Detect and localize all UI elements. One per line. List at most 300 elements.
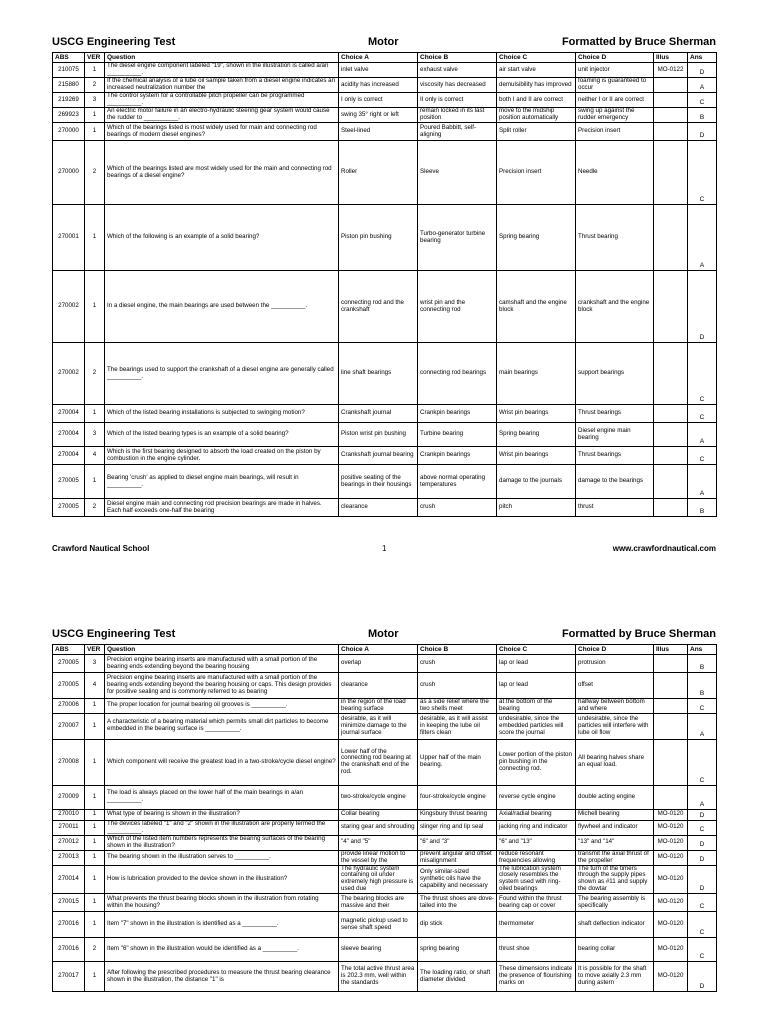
cell-choice-d: thrust bbox=[576, 499, 654, 517]
cell-ver: 2 bbox=[85, 78, 105, 93]
cell-choice-b: viscosity has decreased bbox=[418, 78, 497, 93]
cell-question: What prevents the thrust bearing blocks shown in the illustration from rotating within the housing? bbox=[105, 894, 339, 912]
cell-choice-a: staring gear and shrouding bbox=[339, 820, 418, 835]
cell-choice-d: It is possible for the shaft to move axially 2.3 mm during astern bbox=[576, 962, 654, 992]
cell-ver: 3 bbox=[85, 93, 105, 108]
cell-question: Bearing 'crush' as applied to diesel engine main bearings, will result in __________. bbox=[105, 465, 339, 499]
col-illus: Illus bbox=[654, 53, 688, 63]
cell-abs: 270001 bbox=[53, 205, 85, 271]
cell-choice-c: move to the midship position automatically bbox=[497, 108, 576, 123]
cell-choice-a: The bearing blocks are massive and their bbox=[339, 894, 418, 912]
cell-answer: D bbox=[688, 835, 717, 850]
cell-choice-b: above normal operating temperatures bbox=[418, 465, 497, 499]
table-body bbox=[53, 655, 717, 992]
cell-question: Which of the listed bearing installations is subjected to swinging motion? bbox=[105, 405, 339, 423]
cell-illus bbox=[654, 447, 688, 465]
cell-choice-b: Sleeve bbox=[418, 141, 497, 205]
cell-choice-d: damage to the bearings bbox=[576, 465, 654, 499]
cell-abs: 270008 bbox=[53, 739, 85, 785]
cell-answer: D bbox=[688, 865, 717, 894]
cell-answer: C bbox=[688, 141, 717, 205]
table-header-row bbox=[53, 53, 717, 63]
table-row bbox=[53, 850, 717, 865]
cell-choice-c: at the bottom of the bearing bbox=[497, 699, 576, 714]
cell-ver: 3 bbox=[85, 655, 105, 673]
col-abs: ABS bbox=[53, 53, 85, 63]
cell-choice-a: provide linear motion to the vessel by the bbox=[339, 850, 418, 865]
cell-choice-a: Piston pin bushing bbox=[339, 205, 418, 271]
test-title: USCG Engineering Test bbox=[52, 628, 176, 640]
cell-choice-c: Spring bearing bbox=[497, 205, 576, 271]
cell-choice-b: spring bearing bbox=[418, 938, 497, 962]
cell-question: Which of the listed item numbers represents the bearing surfaces of the bearing shown in the illustration? bbox=[105, 835, 339, 850]
cell-illus: MO-0120 bbox=[654, 850, 688, 865]
table-row bbox=[53, 271, 717, 343]
formatter-credit: Formatted by Bruce Sherman bbox=[561, 36, 716, 48]
cell-choice-d: Thrust bearings bbox=[576, 405, 654, 423]
cell-illus bbox=[654, 141, 688, 205]
table-row bbox=[53, 123, 717, 141]
table-row bbox=[53, 141, 717, 205]
cell-question: Precision engine bearing inserts are manufactured with a small portion of the bearing ends extending beyond the bearing housing bbox=[105, 655, 339, 673]
cell-question: Which component will receive the greatest load in a two-stroke/cycle diesel engine? bbox=[105, 739, 339, 785]
cell-abs: 270004 bbox=[53, 405, 85, 423]
cell-abs: 270005 bbox=[53, 465, 85, 499]
cell-answer: C bbox=[688, 894, 717, 912]
cell-illus bbox=[654, 785, 688, 809]
test-subject: Motor bbox=[368, 628, 399, 640]
col-choice-c: Choice C bbox=[497, 53, 576, 63]
cell-answer: C bbox=[688, 699, 717, 714]
cell-choice-c: reverse cycle engine bbox=[497, 785, 576, 809]
cell-choice-c: Found within the thrust bearing cap or cover bbox=[497, 894, 576, 912]
cell-ver: 1 bbox=[85, 820, 105, 835]
cell-abs: 270015 bbox=[53, 894, 85, 912]
cell-choice-d: Precision insert bbox=[576, 123, 654, 141]
page-header bbox=[52, 36, 716, 52]
cell-question: The diesel engine component labeled "19", shown in the illustration is called a/an __________. bbox=[105, 63, 339, 78]
col-choice-d: Choice D bbox=[576, 53, 654, 63]
test-subject: Motor bbox=[368, 36, 399, 48]
cell-answer: C bbox=[688, 938, 717, 962]
cell-choice-a: Steel-lined bbox=[339, 123, 418, 141]
cell-question: An electric motor failure in an electro-hydraulic steering gear system would cause the rudder to __________. bbox=[105, 108, 339, 123]
cell-choice-d: bearing collar bbox=[576, 938, 654, 962]
cell-choice-a: Piston wrist pin bushing bbox=[339, 423, 418, 447]
cell-choice-c: Wrist pin bearings bbox=[497, 447, 576, 465]
cell-choice-a: Crankshaft journal bbox=[339, 405, 418, 423]
cell-ver: 1 bbox=[85, 850, 105, 865]
cell-answer: D bbox=[688, 850, 717, 865]
page-2 bbox=[52, 628, 716, 992]
cell-illus bbox=[654, 93, 688, 108]
cell-abs: 270017 bbox=[53, 962, 85, 992]
cell-choice-a: overlap bbox=[339, 655, 418, 673]
cell-answer: C bbox=[688, 93, 717, 108]
cell-question: After following the prescribed procedures to measure the thrust bearing clearance shown in the illustration, the distance "1" is bbox=[105, 962, 339, 992]
cell-choice-b: Crankpin bearings bbox=[418, 405, 497, 423]
col-choice-b: Choice B bbox=[418, 53, 497, 63]
cell-ver: 4 bbox=[85, 673, 105, 699]
cell-illus: MO-0120 bbox=[654, 912, 688, 938]
cell-answer: A bbox=[688, 78, 717, 93]
cell-question: A characteristic of a bearing material which permits small dirt particles to become embedded in the bearing surface is __________. bbox=[105, 713, 339, 739]
table-row bbox=[53, 78, 717, 93]
cell-illus: MO-0120 bbox=[654, 820, 688, 835]
cell-ver: 1 bbox=[85, 809, 105, 820]
cell-answer: C bbox=[688, 912, 717, 938]
cell-answer: C bbox=[688, 820, 717, 835]
cell-illus bbox=[654, 739, 688, 785]
cell-answer: A bbox=[688, 785, 717, 809]
cell-choice-b: crush bbox=[418, 673, 497, 699]
cell-abs: 219269 bbox=[53, 93, 85, 108]
cell-abs: 215880 bbox=[53, 78, 85, 93]
cell-choice-c: "6" and "13" bbox=[497, 835, 576, 850]
cell-choice-d: Thrust bearings bbox=[576, 447, 654, 465]
cell-choice-c: Split roller bbox=[497, 123, 576, 141]
cell-answer: D bbox=[688, 123, 717, 141]
table-row bbox=[53, 835, 717, 850]
cell-ver: 2 bbox=[85, 499, 105, 517]
cell-choice-b: II only is correct bbox=[418, 93, 497, 108]
cell-answer: D bbox=[688, 809, 717, 820]
cell-choice-c: pitch bbox=[497, 499, 576, 517]
cell-choice-b: "6" and "3" bbox=[418, 835, 497, 850]
page-footer bbox=[52, 544, 716, 556]
cell-ver: 1 bbox=[85, 962, 105, 992]
cell-choice-b: Turbine bearing bbox=[418, 423, 497, 447]
cell-choice-a: I only is correct bbox=[339, 93, 418, 108]
cell-question: The control system for a controllable pitch propeller can be programmed __________. bbox=[105, 93, 339, 108]
cell-choice-a: swing 35° right or left bbox=[339, 108, 418, 123]
cell-ver: 3 bbox=[85, 423, 105, 447]
cell-choice-b: slinger ring and lip seal bbox=[418, 820, 497, 835]
cell-choice-c: undesirable, since the embedded particles will score the journal bbox=[497, 713, 576, 739]
cell-question: Diesel engine main and connecting rod precision bearings are made in halves. Each half exceeds one-half the bearing bbox=[105, 499, 339, 517]
cell-abs: 270010 bbox=[53, 809, 85, 820]
page-number: 1 bbox=[382, 544, 387, 553]
cell-ver: 1 bbox=[85, 865, 105, 894]
cell-abs: 270005 bbox=[53, 673, 85, 699]
cell-answer: B bbox=[688, 655, 717, 673]
cell-abs: 270005 bbox=[53, 499, 85, 517]
cell-answer: A bbox=[688, 465, 717, 499]
cell-choice-c: thermometer bbox=[497, 912, 576, 938]
table-header-row bbox=[53, 645, 717, 655]
cell-choice-d: The turn of the timers through the supply pipes shown as #11 and supply the dowtar bbox=[576, 865, 654, 894]
cell-choice-c: reduce resonant frequencies allowing bbox=[497, 850, 576, 865]
cell-choice-c: both I and II are correct bbox=[497, 93, 576, 108]
cell-choice-b: remain locked in its last position bbox=[418, 108, 497, 123]
table-row bbox=[53, 809, 717, 820]
cell-choice-c: Lower portion of the piston pin bushing in the connecting rod. bbox=[497, 739, 576, 785]
cell-question: Which of the bearings listed are most widely used for the main and connecting rod bearings of a diesel engine? bbox=[105, 141, 339, 205]
cell-question: The bearings used to support the crankshaft of a diesel engine are generally called __________. bbox=[105, 343, 339, 405]
cell-abs: 270002 bbox=[53, 343, 85, 405]
cell-ver: 1 bbox=[85, 108, 105, 123]
cell-ver: 1 bbox=[85, 912, 105, 938]
cell-choice-a: positive seating of the bearings in their housings bbox=[339, 465, 418, 499]
table-row bbox=[53, 912, 717, 938]
table-row bbox=[53, 699, 717, 714]
cell-choice-b: Poured Babbitt, self-aligning bbox=[418, 123, 497, 141]
cell-choice-c: demulsibility has improved bbox=[497, 78, 576, 93]
cell-question: Which of the bearings listed is most widely used for main and connecting rod bearings of modern diesel engines? bbox=[105, 123, 339, 141]
cell-choice-d: transmit the axial thrust of the propeller bbox=[576, 850, 654, 865]
cell-choice-d: flywheel and indicator bbox=[576, 820, 654, 835]
cell-answer: B bbox=[688, 108, 717, 123]
cell-question: Which of the listed bearing types is an example of a solid bearing? bbox=[105, 423, 339, 447]
cell-answer: D bbox=[688, 271, 717, 343]
cell-answer: C bbox=[688, 447, 717, 465]
cell-choice-a: desirable, as it will minimize damage to the journal surface bbox=[339, 713, 418, 739]
table-row bbox=[53, 343, 717, 405]
cell-ver: 2 bbox=[85, 141, 105, 205]
cell-illus bbox=[654, 699, 688, 714]
cell-choice-b: crush bbox=[418, 655, 497, 673]
cell-illus: MO-0120 bbox=[654, 809, 688, 820]
formatter-credit: Formatted by Bruce Sherman bbox=[561, 628, 716, 640]
cell-abs: 269923 bbox=[53, 108, 85, 123]
col-choice-d: Choice D bbox=[576, 645, 654, 655]
table-row bbox=[53, 108, 717, 123]
table-row bbox=[53, 465, 717, 499]
cell-choice-c: The lubrication system closely resembles the system used with ring-oiled bearings bbox=[497, 865, 576, 894]
cell-abs: 270005 bbox=[53, 655, 85, 673]
cell-choice-a: magnetic pickup used to sense shaft speed bbox=[339, 912, 418, 938]
table-row bbox=[53, 63, 717, 78]
cell-ver: 2 bbox=[85, 938, 105, 962]
cell-answer: A bbox=[688, 205, 717, 271]
table-row bbox=[53, 655, 717, 673]
col-illus: Illus bbox=[654, 645, 688, 655]
cell-choice-a: acidity has increased bbox=[339, 78, 418, 93]
cell-choice-c: jacking ring and indicator bbox=[497, 820, 576, 835]
cell-illus: MO-0120 bbox=[654, 835, 688, 850]
table-body bbox=[53, 63, 717, 517]
cell-choice-c: Precision insert bbox=[497, 141, 576, 205]
cell-abs: 270000 bbox=[53, 123, 85, 141]
cell-illus bbox=[654, 205, 688, 271]
cell-abs: 270007 bbox=[53, 713, 85, 739]
cell-ver: 1 bbox=[85, 894, 105, 912]
page-header bbox=[52, 628, 716, 644]
cell-answer: B bbox=[688, 673, 717, 699]
cell-choice-c: Spring bearing bbox=[497, 423, 576, 447]
cell-choice-a: clearance bbox=[339, 673, 418, 699]
table-row bbox=[53, 865, 717, 894]
cell-choice-a: inlet valve bbox=[339, 63, 418, 78]
cell-choice-b: Turbo-generator turbine bearing bbox=[418, 205, 497, 271]
cell-question: In a diesel engine, the main bearings are used between the __________. bbox=[105, 271, 339, 343]
cell-choice-c: These dimensions indicate the presence of flourishing marks on bbox=[497, 962, 576, 992]
cell-ver: 2 bbox=[85, 343, 105, 405]
cell-illus: MO-0122 bbox=[654, 63, 688, 78]
cell-choice-d: support bearings bbox=[576, 343, 654, 405]
table-row bbox=[53, 205, 717, 271]
table-row bbox=[53, 405, 717, 423]
cell-choice-b: exhaust valve bbox=[418, 63, 497, 78]
col-question: Question bbox=[105, 645, 339, 655]
cell-abs: 270006 bbox=[53, 699, 85, 714]
cell-choice-b: desirable, as it will assist in keeping the lube oil filters clean bbox=[418, 713, 497, 739]
col-question: Question bbox=[105, 53, 339, 63]
col-ver: VER bbox=[85, 53, 105, 63]
cell-choice-c: lap or lead bbox=[497, 673, 576, 699]
cell-answer: D bbox=[688, 63, 717, 78]
cell-abs: 270009 bbox=[53, 785, 85, 809]
cell-question: Item "7" shown in the illustration is identified as a __________. bbox=[105, 912, 339, 938]
question-table bbox=[52, 644, 717, 992]
cell-question: The load is always placed on the lower half of the main bearings in a/an __________. bbox=[105, 785, 339, 809]
cell-ver: 1 bbox=[85, 405, 105, 423]
cell-ver: 1 bbox=[85, 713, 105, 739]
cell-choice-a: Lower half of the connecting rod bearing at the crankshaft end of the rod. bbox=[339, 739, 418, 785]
cell-choice-a: line shaft bearings bbox=[339, 343, 418, 405]
cell-choice-b: Upper half of the main bearing. bbox=[418, 739, 497, 785]
cell-illus bbox=[654, 271, 688, 343]
cell-choice-a: sleeve bearing bbox=[339, 938, 418, 962]
cell-choice-a: connecting rod and the crankshaft bbox=[339, 271, 418, 343]
cell-illus: MO-0120 bbox=[654, 938, 688, 962]
cell-choice-b: The loading ratio, or shaft diameter divided bbox=[418, 962, 497, 992]
cell-choice-b: dip stick bbox=[418, 912, 497, 938]
cell-answer: A bbox=[688, 713, 717, 739]
cell-question: Item "6" shown in the illustration would be identified as a __________. bbox=[105, 938, 339, 962]
cell-choice-b: as a side relief where the two shells meet bbox=[418, 699, 497, 714]
cell-question: If the chemical analysis of a lube oil sample taken from a diesel engine indicates an increased neutralization number the bbox=[105, 78, 339, 93]
cell-question: What type of bearing is shown in the illustration? bbox=[105, 809, 339, 820]
cell-choice-a: The hydraulic system containing oil under extremely high pressure is used due bbox=[339, 865, 418, 894]
table-row bbox=[53, 820, 717, 835]
cell-abs: 270004 bbox=[53, 447, 85, 465]
cell-choice-a: in the region of the load bearing surface bbox=[339, 699, 418, 714]
cell-choice-b: connecting rod bearings bbox=[418, 343, 497, 405]
table-row bbox=[53, 739, 717, 785]
cell-abs: 270014 bbox=[53, 865, 85, 894]
cell-choice-a: Crankshaft journal bearing bbox=[339, 447, 418, 465]
cell-choice-d: halfway between bottom and where bbox=[576, 699, 654, 714]
cell-illus bbox=[654, 108, 688, 123]
cell-illus bbox=[654, 655, 688, 673]
cell-illus bbox=[654, 123, 688, 141]
cell-choice-d: Thrust bearing bbox=[576, 205, 654, 271]
cell-answer: A bbox=[688, 423, 717, 447]
col-choice-a: Choice A bbox=[339, 53, 418, 63]
cell-question: How is lubrication provided to the device shown in the illustration? bbox=[105, 865, 339, 894]
cell-question: The proper location for journal bearing oil grooves is __________. bbox=[105, 699, 339, 714]
col-choice-a: Choice A bbox=[339, 645, 418, 655]
cell-abs: 270004 bbox=[53, 423, 85, 447]
cell-choice-d: Needle bbox=[576, 141, 654, 205]
cell-ver: 1 bbox=[85, 271, 105, 343]
cell-choice-a: Roller bbox=[339, 141, 418, 205]
col-ans: Ans bbox=[688, 53, 717, 63]
cell-illus bbox=[654, 499, 688, 517]
table-row bbox=[53, 785, 717, 809]
cell-choice-d: protrusion bbox=[576, 655, 654, 673]
cell-ver: 4 bbox=[85, 447, 105, 465]
table-row bbox=[53, 423, 717, 447]
table-row bbox=[53, 938, 717, 962]
col-ver: VER bbox=[85, 645, 105, 655]
website-url: www.crawfordnautical.com bbox=[612, 544, 716, 553]
cell-choice-b: wrist pin and the connecting rod bbox=[418, 271, 497, 343]
cell-choice-b: Kingsbury thrust bearing bbox=[418, 809, 497, 820]
cell-choice-b: crush bbox=[418, 499, 497, 517]
cell-illus bbox=[654, 343, 688, 405]
cell-choice-d: crankshaft and the engine block bbox=[576, 271, 654, 343]
cell-choice-a: "4" and "5" bbox=[339, 835, 418, 850]
cell-ver: 1 bbox=[85, 465, 105, 499]
col-ans: Ans bbox=[688, 645, 717, 655]
cell-choice-d: undesirable, since the particles will interfere with lube oil flow bbox=[576, 713, 654, 739]
cell-illus bbox=[654, 423, 688, 447]
cell-ver: 1 bbox=[85, 785, 105, 809]
cell-illus: MO-0120 bbox=[654, 865, 688, 894]
cell-choice-a: The total active thrust area is 202.3 mm, well within the standards bbox=[339, 962, 418, 992]
cell-choice-d: "13" and "14" bbox=[576, 835, 654, 850]
cell-choice-d: foaming is guaranteed to occur bbox=[576, 78, 654, 93]
cell-answer: C bbox=[688, 343, 717, 405]
table-row bbox=[53, 93, 717, 108]
cell-choice-b: Crankpin bearings bbox=[418, 447, 497, 465]
cell-ver: 1 bbox=[85, 123, 105, 141]
cell-answer: B bbox=[688, 499, 717, 517]
cell-illus bbox=[654, 673, 688, 699]
cell-choice-c: damage to the journals bbox=[497, 465, 576, 499]
cell-choice-d: Michell bearing bbox=[576, 809, 654, 820]
cell-choice-b: four-stroke/cycle engine bbox=[418, 785, 497, 809]
cell-answer: C bbox=[688, 739, 717, 785]
col-choice-b: Choice B bbox=[418, 645, 497, 655]
cell-ver: 1 bbox=[85, 63, 105, 78]
cell-choice-c: Axial/radial bearing bbox=[497, 809, 576, 820]
cell-choice-d: unit injector bbox=[576, 63, 654, 78]
cell-choice-c: lap or lead bbox=[497, 655, 576, 673]
cell-choice-d: offset bbox=[576, 673, 654, 699]
cell-choice-a: two-stroke/cycle engine bbox=[339, 785, 418, 809]
table-row bbox=[53, 713, 717, 739]
cell-choice-c: Wrist pin bearings bbox=[497, 405, 576, 423]
table-row bbox=[53, 499, 717, 517]
cell-illus bbox=[654, 713, 688, 739]
cell-illus bbox=[654, 465, 688, 499]
page-1 bbox=[52, 36, 716, 517]
cell-illus: MO-0120 bbox=[654, 894, 688, 912]
question-table bbox=[52, 52, 717, 517]
cell-answer: D bbox=[688, 962, 717, 992]
cell-abs: 270000 bbox=[53, 141, 85, 205]
cell-choice-d: swing up against the rudder emergency bbox=[576, 108, 654, 123]
cell-illus bbox=[654, 78, 688, 93]
table-row bbox=[53, 962, 717, 992]
cell-illus: MO-0120 bbox=[654, 962, 688, 992]
cell-abs: 270012 bbox=[53, 835, 85, 850]
cell-ver: 1 bbox=[85, 739, 105, 785]
table-row bbox=[53, 673, 717, 699]
cell-choice-b: prevent angular and offset misalignment bbox=[418, 850, 497, 865]
cell-question: Precision engine bearing inserts are manufactured with a small portion of the bearing ends extending beyond the bearing housing or caps. This design provides for positive sealing and is commonly referred to as bearing bbox=[105, 673, 339, 699]
cell-ver: 1 bbox=[85, 835, 105, 850]
cell-choice-c: thrust shoe bbox=[497, 938, 576, 962]
cell-question: The bearing shown in the illustration serves to __________. bbox=[105, 850, 339, 865]
cell-choice-d: Diesel engine main bearing bbox=[576, 423, 654, 447]
cell-choice-d: double acting engine bbox=[576, 785, 654, 809]
cell-abs: 210075 bbox=[53, 63, 85, 78]
cell-question: Which is the first bearing designed to absorb the load created on the piston by combustion in the engine cylinder. bbox=[105, 447, 339, 465]
